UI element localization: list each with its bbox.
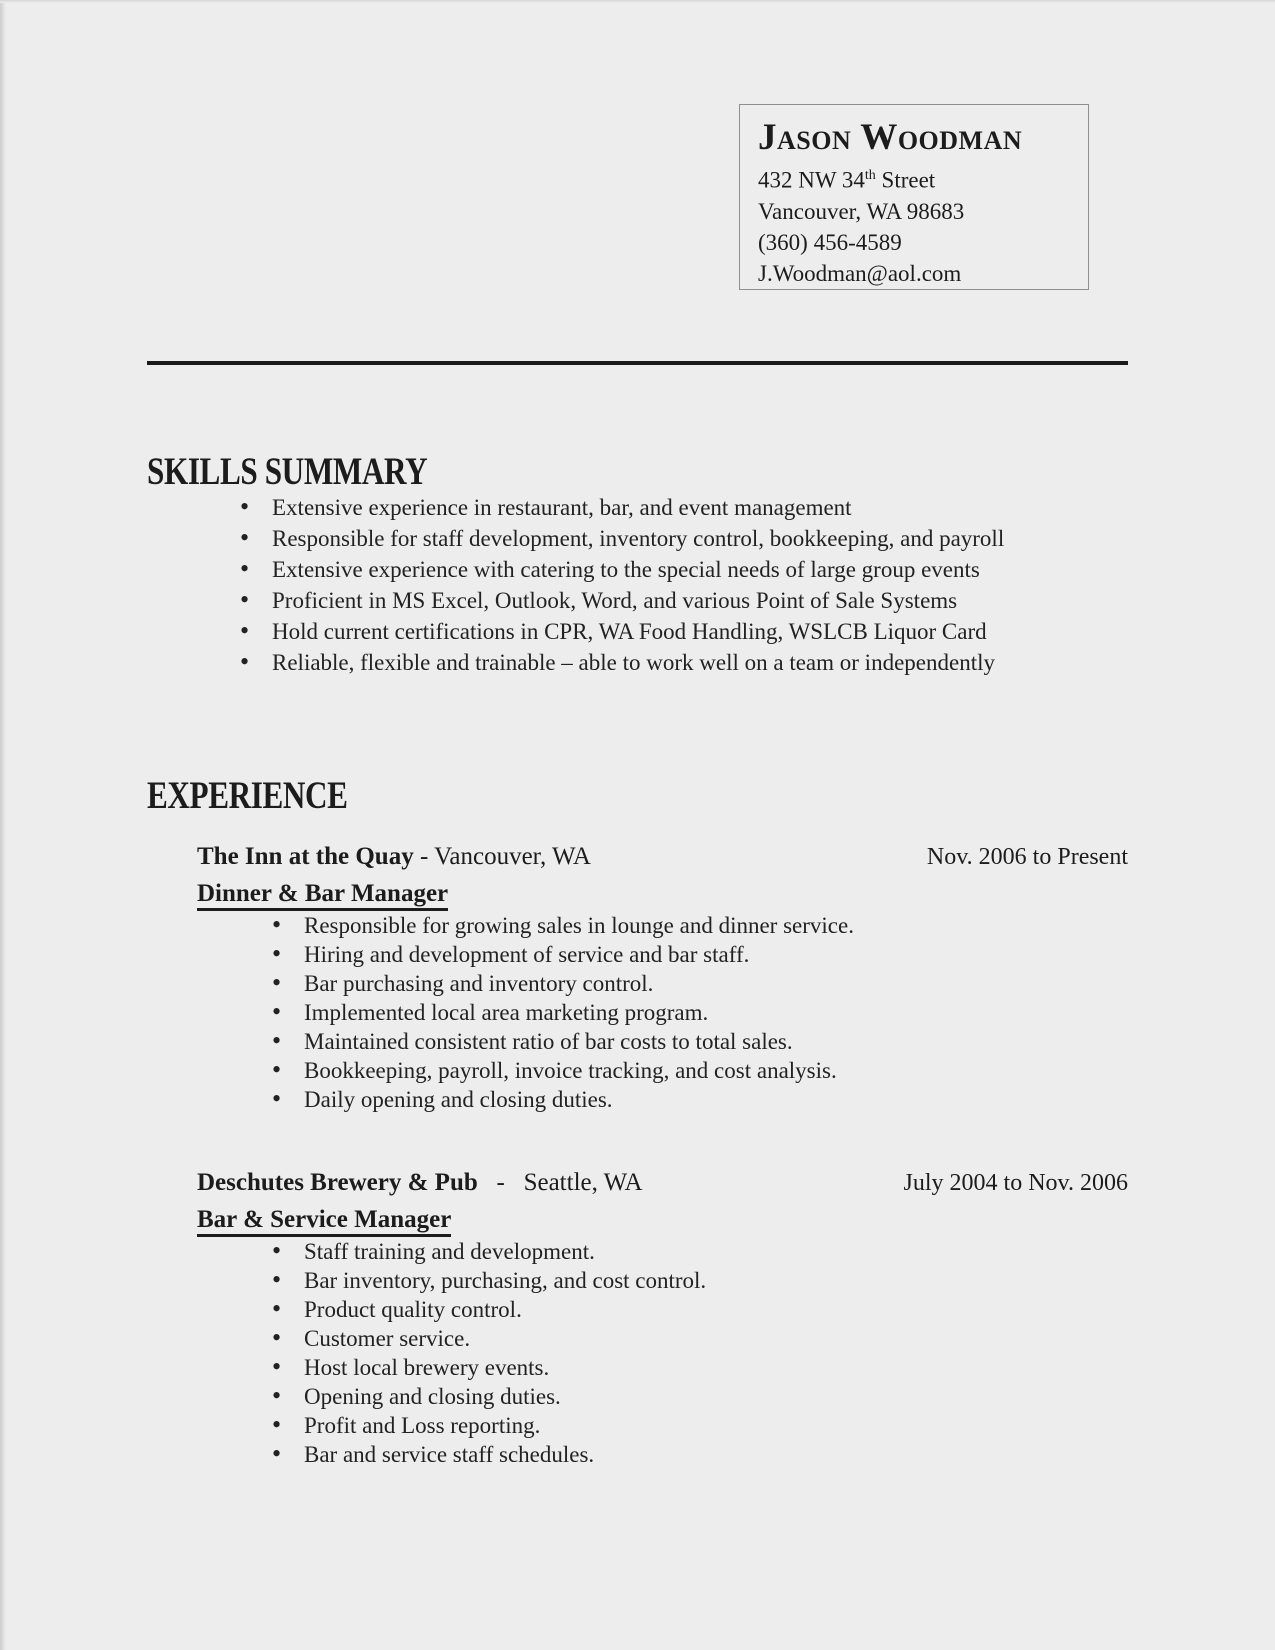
skill-item: • Responsible for staff development, inventory control, bookkeeping, and payroll xyxy=(147,523,1128,554)
job-header-row xyxy=(147,843,1128,874)
job-location: Seattle, WA xyxy=(523,1169,643,1196)
job-duty-item: • Bar purchasing and inventory control. xyxy=(147,969,1128,998)
job-duty-item: • Bar and service staff schedules. xyxy=(147,1440,1128,1469)
job-company-name: The Inn at the Quay xyxy=(197,843,414,870)
street-address xyxy=(758,160,1088,196)
job-duty-item: • Bookkeeping, payroll, invoice tracking, and cost analysis. xyxy=(147,1056,1128,1085)
job-separator: - xyxy=(413,843,435,870)
skills-summary-section xyxy=(147,452,1128,678)
job-duty-item: • Customer service. xyxy=(147,1324,1128,1353)
job-duty-item: • Daily opening and closing duties. xyxy=(147,1085,1128,1114)
job-entry-deschutes-brewery xyxy=(147,1169,1128,1469)
skill-item: • Hold current certifications in CPR, WA Food Handling, WSLCB Liquor Card xyxy=(147,616,1128,647)
street-ordinal: th xyxy=(864,168,876,183)
phone-number: (360) 456-4589 xyxy=(758,229,902,255)
job-duty-item: • Staff training and development. xyxy=(147,1237,1128,1266)
job-company-group xyxy=(197,1169,643,1200)
job-header-row xyxy=(147,1169,1128,1200)
job-duty-item: • Opening and closing duties. xyxy=(147,1382,1128,1411)
job-title-row xyxy=(197,880,1128,911)
job-title: Bar & Service Manager xyxy=(197,1206,451,1237)
job-duty-item: • Profit and Loss reporting. xyxy=(147,1411,1128,1440)
job-duty-item: • Maintained consistent ratio of bar costs to total sales. xyxy=(147,1027,1128,1056)
skill-item: • Reliable, flexible and trainable – able to work well on a team or independently xyxy=(147,647,1128,678)
experience-heading: EXPERIENCE xyxy=(147,774,348,817)
job-duty-item: • Bar inventory, purchasing, and cost control. xyxy=(147,1266,1128,1295)
job-date-range: July 2004 to Nov. 2006 xyxy=(903,1170,1128,1196)
job-duty-item: • Host local brewery events. xyxy=(147,1353,1128,1382)
skills-bullet-list xyxy=(147,492,1128,678)
job-duty-item: • Hiring and development of service and bar staff. xyxy=(147,940,1128,969)
experience-section xyxy=(147,776,1128,1469)
email-address: J.Woodman@aol.com xyxy=(758,260,962,286)
job-entry-inn-at-the-quay xyxy=(147,843,1128,1114)
job-duty-item: • Product quality control. xyxy=(147,1295,1128,1324)
job-location: Vancouver, WA xyxy=(434,843,591,870)
job-duty-list xyxy=(147,1237,1128,1469)
job-duty-list xyxy=(147,911,1128,1114)
job-duty-item: • Implemented local area marketing program. xyxy=(147,998,1128,1027)
street-rest: Street xyxy=(875,167,936,193)
job-company-name: Deschutes Brewery & Pub xyxy=(197,1169,478,1196)
person-name: Jason Woodman xyxy=(758,117,1023,158)
skill-item: • Extensive experience in restaurant, bar, and event management xyxy=(147,492,1128,523)
skill-item: • Proficient in MS Excel, Outlook, Word, and various Point of Sale Systems xyxy=(147,585,1128,616)
city-state-zip: Vancouver, WA 98683 xyxy=(758,198,965,224)
header-divider-rule xyxy=(147,361,1128,365)
contact-card xyxy=(739,104,1089,290)
job-date-range: Nov. 2006 to Present xyxy=(926,844,1128,870)
job-title-row xyxy=(197,1206,1128,1237)
job-separator: - xyxy=(477,1169,524,1196)
skill-item: • Extensive experience with catering to the special needs of large group events xyxy=(147,554,1128,585)
street-number: 432 NW 34 xyxy=(758,167,865,193)
skills-summary-heading: SKILLS SUMMARY xyxy=(147,450,428,493)
job-duty-item: • Responsible for growing sales in lounge and dinner service. xyxy=(147,911,1128,940)
job-company-group xyxy=(197,843,591,874)
job-title: Dinner & Bar Manager xyxy=(197,880,448,911)
